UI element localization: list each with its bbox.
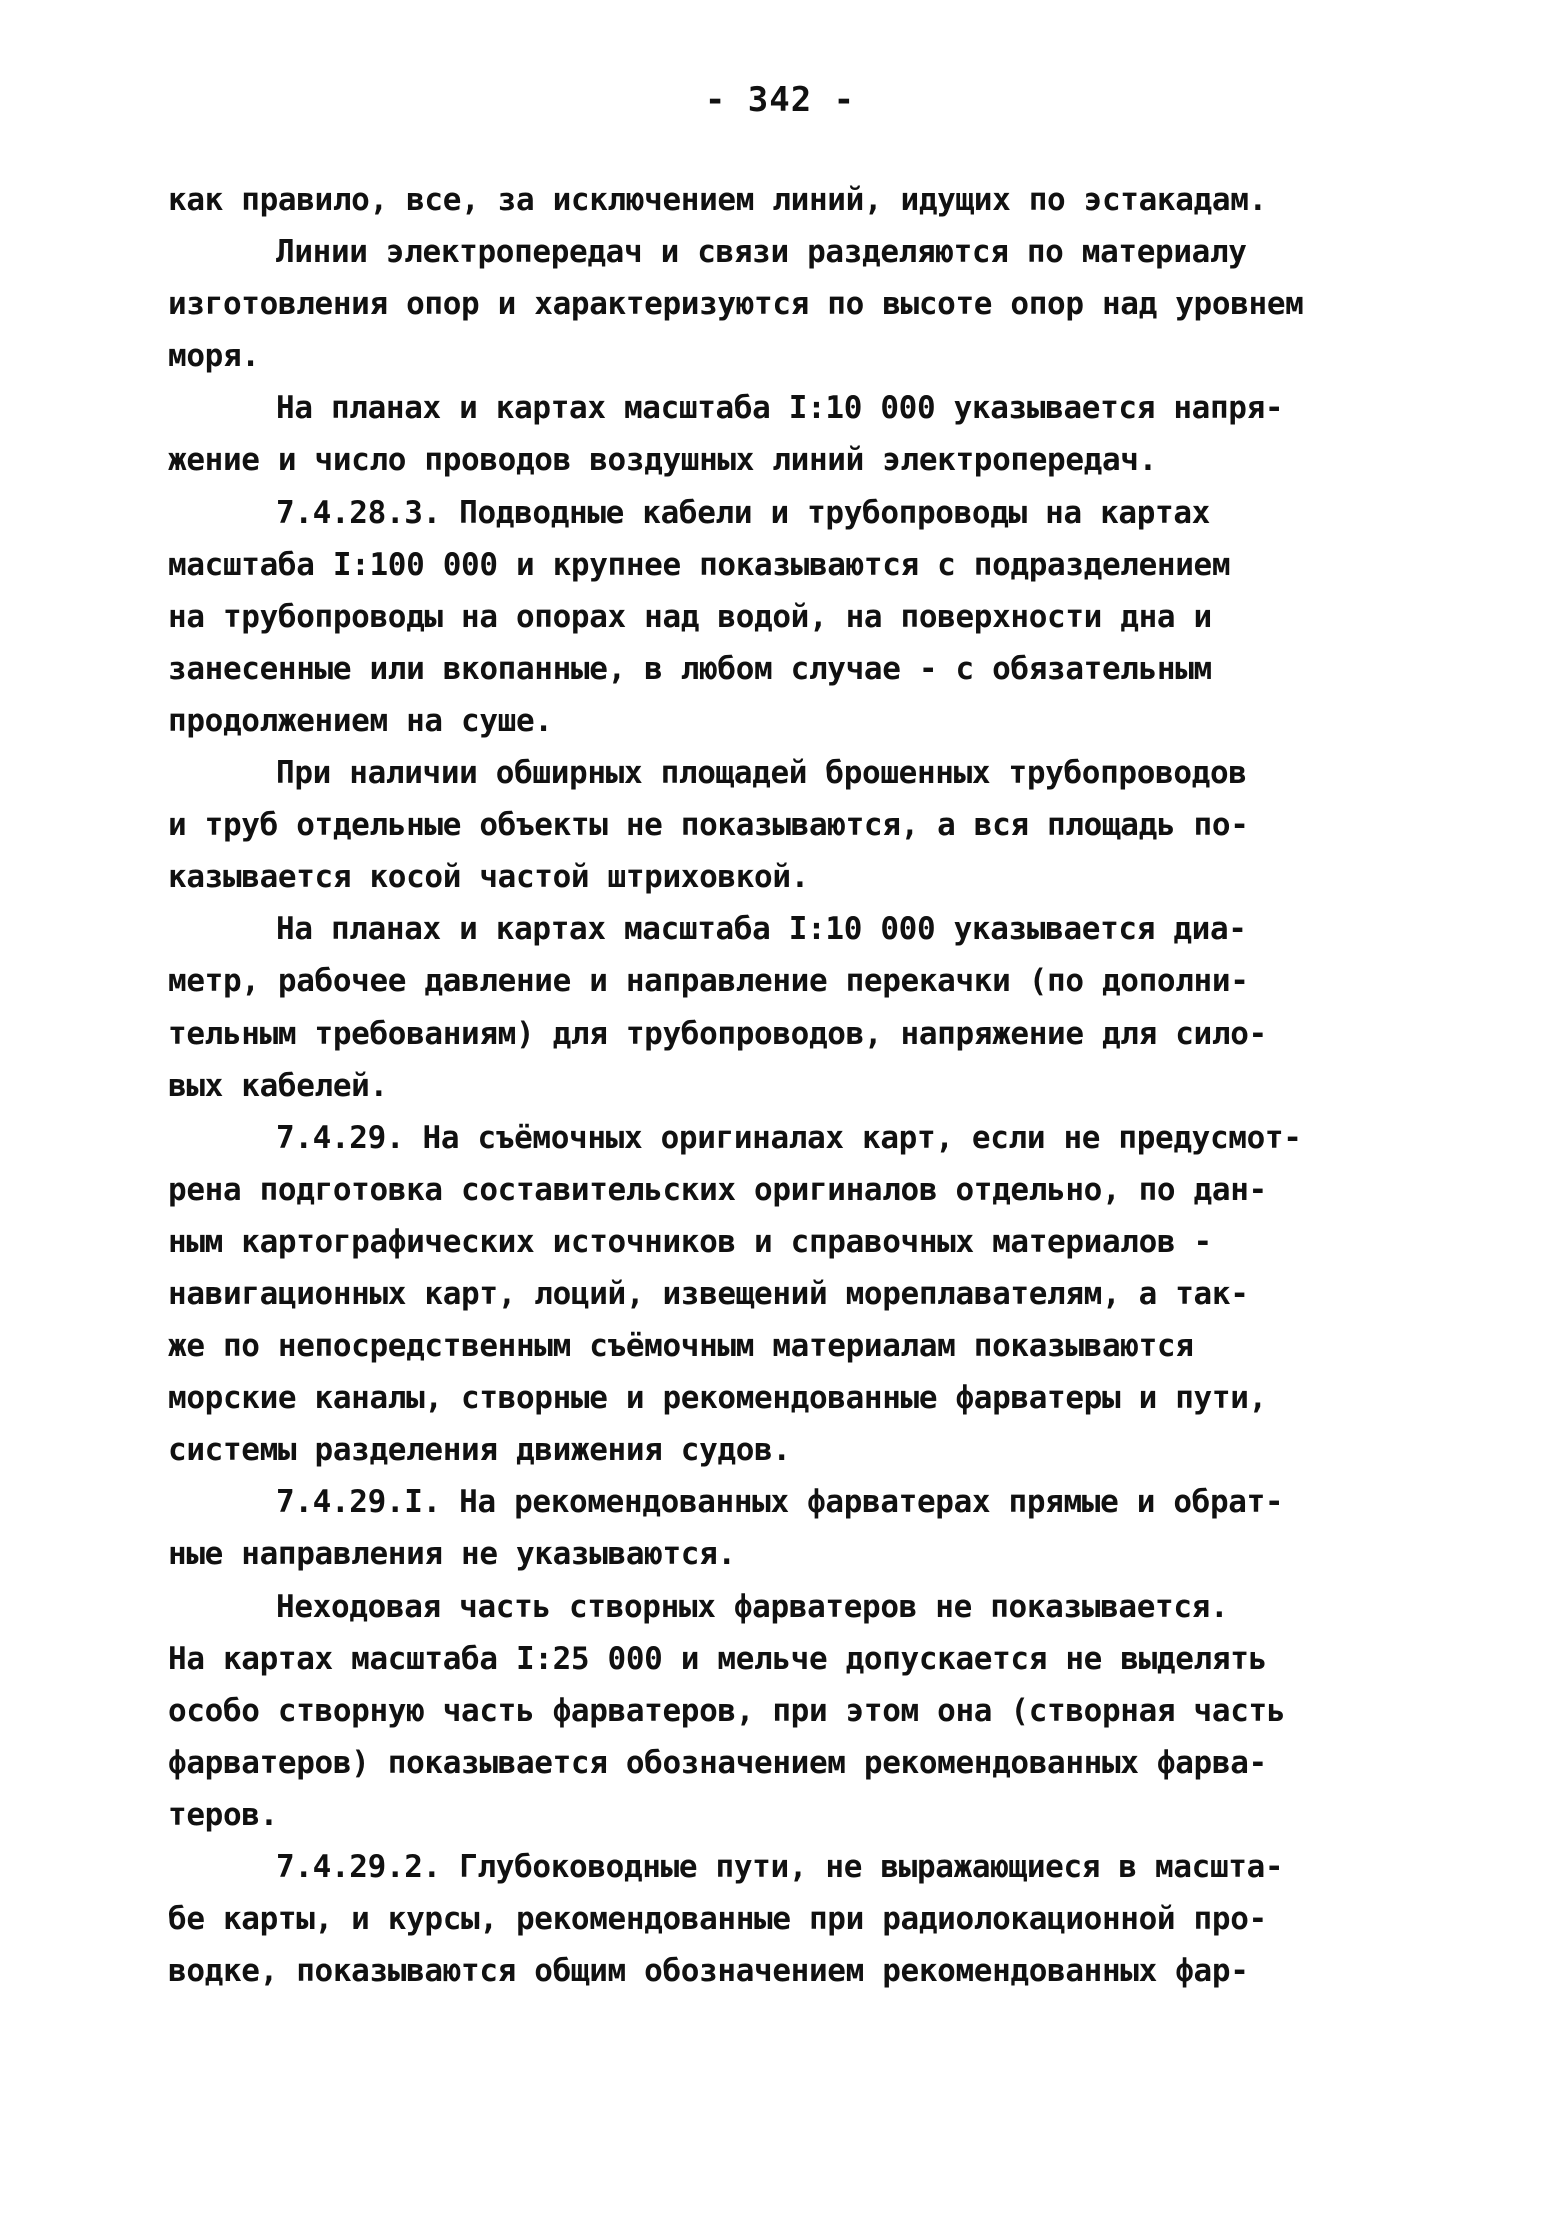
text-line: рена подготовка составительских оригиналов отдельно, по дан-: [168, 1171, 1267, 1208]
text-line: Линии электропередач и связи разделяются по материалу: [276, 234, 1247, 271]
text-line: казывается косой частой штриховкой.: [168, 859, 809, 896]
text-line: особо створную часть фарватеров, при этом она (створная часть: [168, 1692, 1286, 1729]
text-line: Неходовая часть створных фарватеров не показывается.: [276, 1588, 1229, 1625]
text-line: теров.: [168, 1796, 278, 1833]
text-line: На планах и картах масштаба I:10 000 указывается диа-: [276, 911, 1247, 948]
text-line: изготовления опор и характеризуются по высоте опор над уровнем: [168, 286, 1304, 323]
text-line: как правило, все, за исключением линий, идущих по эстакадам.: [168, 182, 1267, 218]
text-line: занесенные или вкопанные, в любом случае - с обязательным: [168, 650, 1212, 687]
text-line: же по непосредственным съёмочным материалам показываются: [168, 1328, 1194, 1365]
text-line: продолжением на суше.: [168, 702, 553, 739]
text-line: и труб отдельные объекты не показываются, а вся площадь по-: [168, 807, 1249, 844]
text-line: морские каналы, створные и рекомендованные фарватеры и пути,: [168, 1380, 1267, 1417]
text-line: ным картографических источников и справочных материалов -: [168, 1223, 1212, 1260]
text-line: на трубопроводы на опорах над водой, на поверхности дна и: [168, 598, 1212, 635]
body-text: [168, 174, 1458, 1997]
text-line: метр, рабочее давление и направление перекачки (по дополни-: [168, 963, 1249, 1000]
text-line: На картах масштаба I:25 000 и мельче допускается не выделять: [168, 1640, 1267, 1677]
text-line: ные направления не указываются.: [168, 1536, 736, 1573]
text-line: На планах и картах масштаба I:10 000 указывается напря-: [276, 390, 1284, 427]
text-line: моря.: [168, 338, 260, 375]
text-line: жение и число проводов воздушных линий электропередач.: [168, 442, 1157, 479]
text-line: 7.4.29. На съёмочных оригиналах карт, если не предусмот-: [276, 1119, 1302, 1156]
page-number: - 342 -: [704, 80, 856, 120]
text-line: тельным требованиям) для трубопроводов, напряжение для сило-: [168, 1015, 1267, 1052]
text-line: 7.4.28.3. Подводные кабели и трубопроводы на картах: [276, 494, 1210, 531]
text-line: 7.4.29.I. На рекомендованных фарватерах прямые и обрат-: [276, 1484, 1284, 1521]
text-line: 7.4.29.2. Глубоководные пути, не выражающиеся в масшта-: [276, 1849, 1284, 1885]
text-line: водке, показываются общим обозначением рекомендованных фар-: [168, 1953, 1249, 1990]
text-line: масштаба I:100 000 и крупнее показываются с подразделением: [168, 546, 1231, 583]
text-line: навигационных карт, лоций, извещений мореплавателям, а так-: [168, 1275, 1249, 1312]
text-line: При наличии обширных площадей брошенных трубопроводов: [276, 755, 1247, 792]
text-line: системы разделения движения судов.: [168, 1432, 791, 1469]
text-line: вых кабелей.: [168, 1067, 388, 1104]
text-line: бе карты, и курсы, рекомендованные при радиолокационной про-: [168, 1901, 1267, 1938]
text-line: фарватеров) показывается обозначением рекомендованных фарва-: [168, 1744, 1267, 1781]
